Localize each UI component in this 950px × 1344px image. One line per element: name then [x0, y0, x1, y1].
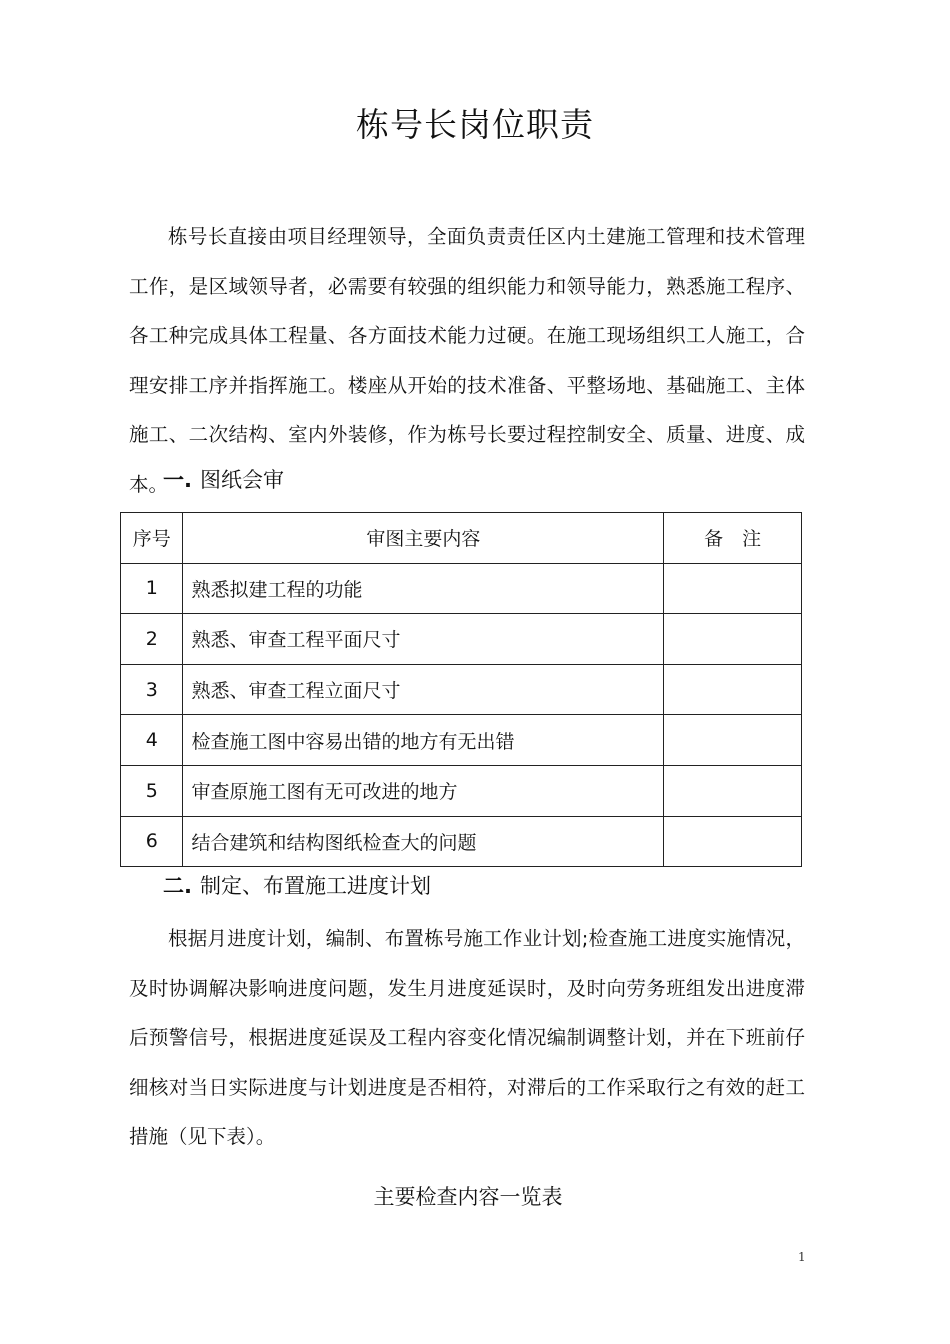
row-no: 6	[121, 816, 183, 867]
row-content: 熟悉拟建工程的功能	[183, 563, 664, 614]
table-row	[121, 614, 802, 665]
row-remark	[664, 715, 802, 766]
section-number: 一.	[163, 468, 192, 492]
drawing-review-table	[120, 512, 802, 867]
row-content: 熟悉、审查工程立面尺寸	[183, 664, 664, 715]
table-row	[121, 715, 802, 766]
table-row	[121, 765, 802, 816]
row-remark	[664, 816, 802, 867]
header-content: 审图主要内容	[183, 513, 664, 564]
section-title: 制定、布置施工进度计划	[199, 874, 431, 898]
row-no: 2	[121, 614, 183, 665]
section-number: 二.	[163, 874, 192, 898]
table-row	[121, 664, 802, 715]
header-no: 序号	[121, 513, 183, 564]
row-no: 5	[121, 765, 183, 816]
row-remark	[664, 563, 802, 614]
row-remark	[664, 664, 802, 715]
row-content: 熟悉、审查工程平面尺寸	[183, 614, 664, 665]
header-remark: 备 注	[664, 513, 802, 564]
row-no: 3	[121, 664, 183, 715]
row-content: 审查原施工图有无可改进的地方	[183, 765, 664, 816]
row-content: 结合建筑和结构图纸检查大的问题	[183, 816, 664, 867]
row-no: 4	[121, 715, 183, 766]
row-no: 1	[121, 563, 183, 614]
row-remark	[664, 614, 802, 665]
row-content: 检查施工图中容易出错的地方有无出错	[183, 715, 664, 766]
table-row	[121, 563, 802, 614]
table-row	[121, 816, 802, 867]
intro-paragraph: 栋号长直接由项目经理领导，全面负责责任区内土建施工管理和技术管理工作，是区域领导者，必需要有较强的组织能力和领导能力，熟悉施工程序、各工种完成具体工程量、各方面技术能力过硬。在施工现场组织工人施工，合理安排工序并指挥施工。楼座从开始的技术准备、平整场地、基础施工、主体施工、二次结构、室内外装修，作为栋号长要过程控制安全、质量、进度、成本。	[129, 225, 805, 496]
document-title: 栋号长岗位职责	[356, 105, 594, 144]
checklist-title: 主要检查内容一览表	[373, 1185, 563, 1209]
row-remark	[664, 765, 802, 816]
page-number: 1	[798, 1250, 806, 1264]
table-header-row	[121, 513, 802, 564]
schedule-paragraph: 根据月进度计划，编制、布置栋号施工作业计划;检查施工进度实施情况，及时协调解决影响进度问题，发生月进度延误时，及时向劳务班组发出进度滞后预警信号，根据进度延误及工程内容变化情况编制调整计划，并在下班前仔细核对当日实际进度与计划进度是否相符，对滞后的工作采取行之有效的赶工措施（见下表）。	[129, 927, 805, 1148]
section-heading-drawing-review	[163, 463, 284, 497]
section-heading-schedule	[163, 869, 431, 903]
section-title: 图纸会审	[199, 468, 284, 492]
